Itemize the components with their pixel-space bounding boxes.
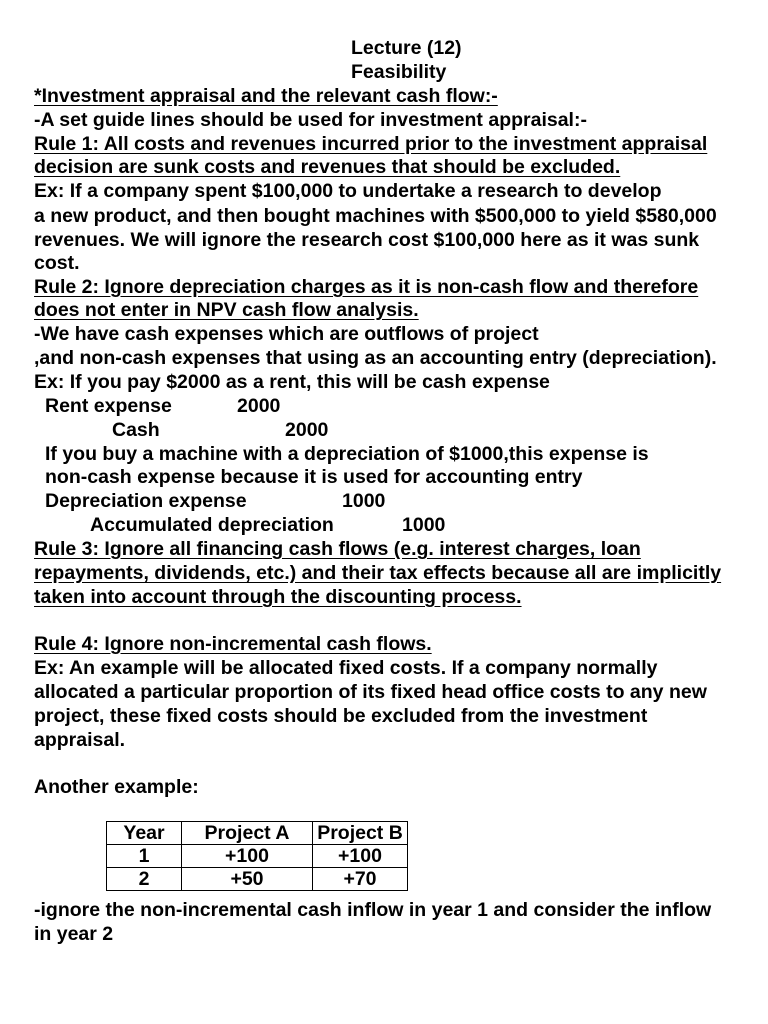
rule3-title-line3: taken into account through the discounting process.	[34, 586, 522, 608]
rule1-example-line4: cost.	[34, 252, 80, 274]
rule2-title-line1: Rule 2: Ignore depreciation charges as it is non-cash flow and therefore	[34, 276, 699, 298]
rule2-paragraph-line2: ,and non-cash expenses that using as an accounting entry (depreciation).	[34, 347, 717, 369]
journal-entry-cash-label: Cash	[112, 419, 160, 441]
journal-entry-depreciation-value: 1000	[342, 490, 386, 512]
rule1-example-line2: a new product, and then bought machines with $500,000 to yield $580,000	[34, 205, 717, 227]
intro-text: -A set guide lines should be used for investment appraisal:-	[34, 109, 587, 131]
rule4-example-line1: Ex: An example will be allocated fixed costs. If a company normally	[34, 657, 658, 679]
table-header-cell: Project A	[182, 822, 313, 845]
rule2-title-line2: does not enter in NPV cash flow analysis.	[34, 299, 419, 321]
table-cell: 1	[107, 845, 182, 868]
rule3-title-line2: repayments, dividends, etc.) and their tax effects because all are implicitly	[34, 562, 722, 584]
journal-entry-cash-value: 2000	[285, 419, 329, 441]
rule2-example-line: Ex: If you pay $2000 as a rent, this will be cash expense	[34, 371, 550, 393]
table-cell: 2	[107, 868, 182, 891]
conclusion-line1: -ignore the non-incremental cash inflow in year 1 and consider the inflow	[34, 899, 712, 921]
section-heading: *Investment appraisal and the relevant cash flow:-	[34, 85, 498, 107]
table-cell: +100	[313, 845, 408, 868]
table-row	[107, 868, 408, 891]
cash-flow-table	[106, 821, 408, 891]
table-row	[107, 845, 408, 868]
rule4-example-line4: appraisal.	[34, 729, 126, 751]
rule3-title-line1: Rule 3: Ignore all financing cash flows (e.g. interest charges, loan	[34, 538, 641, 560]
table-header-cell: Year	[107, 822, 182, 845]
conclusion-line2: in year 2	[34, 923, 114, 945]
rule4-example-line2: allocated a particular proportion of its fixed head office costs to any new	[34, 681, 707, 703]
table-header-cell: Project B	[313, 822, 408, 845]
table-header-row	[107, 822, 408, 845]
rule4-title: Rule 4: Ignore non-incremental cash flows.	[34, 633, 432, 655]
another-example-label: Another example:	[34, 776, 199, 798]
rule2-machine-line2: non-cash expense because it is used for accounting entry	[45, 466, 583, 488]
table-cell: +70	[313, 868, 408, 891]
rule2-machine-line1: If you buy a machine with a depreciation of $1000,this expense is	[45, 443, 649, 465]
table-cell: +100	[182, 845, 313, 868]
rule1-title-line2: decision are sunk costs and revenues that should be excluded.	[34, 156, 621, 178]
table-cell: +50	[182, 868, 313, 891]
lecture-number: Lecture (12)	[351, 37, 462, 59]
rule4-example-line3: project, these fixed costs should be excluded from the investment	[34, 705, 648, 727]
journal-entry-rent-label: Rent expense	[45, 395, 172, 417]
rule2-paragraph-line1: -We have cash expenses which are outflows of project	[34, 323, 539, 345]
lecture-topic: Feasibility	[351, 61, 447, 83]
rule1-example-line1: Ex: If a company spent $100,000 to undertake a research to develop	[34, 180, 662, 202]
journal-entry-accumulated-value: 1000	[402, 514, 446, 536]
rule1-example-line3: revenues. We will ignore the research cost $100,000 here as it was sunk	[34, 229, 700, 251]
rule1-title-line1: Rule 1: All costs and revenues incurred prior to the investment appraisal	[34, 133, 708, 155]
journal-entry-rent-value: 2000	[237, 395, 281, 417]
journal-entry-accumulated-label: Accumulated depreciation	[90, 514, 334, 536]
journal-entry-depreciation-label: Depreciation expense	[45, 490, 247, 512]
